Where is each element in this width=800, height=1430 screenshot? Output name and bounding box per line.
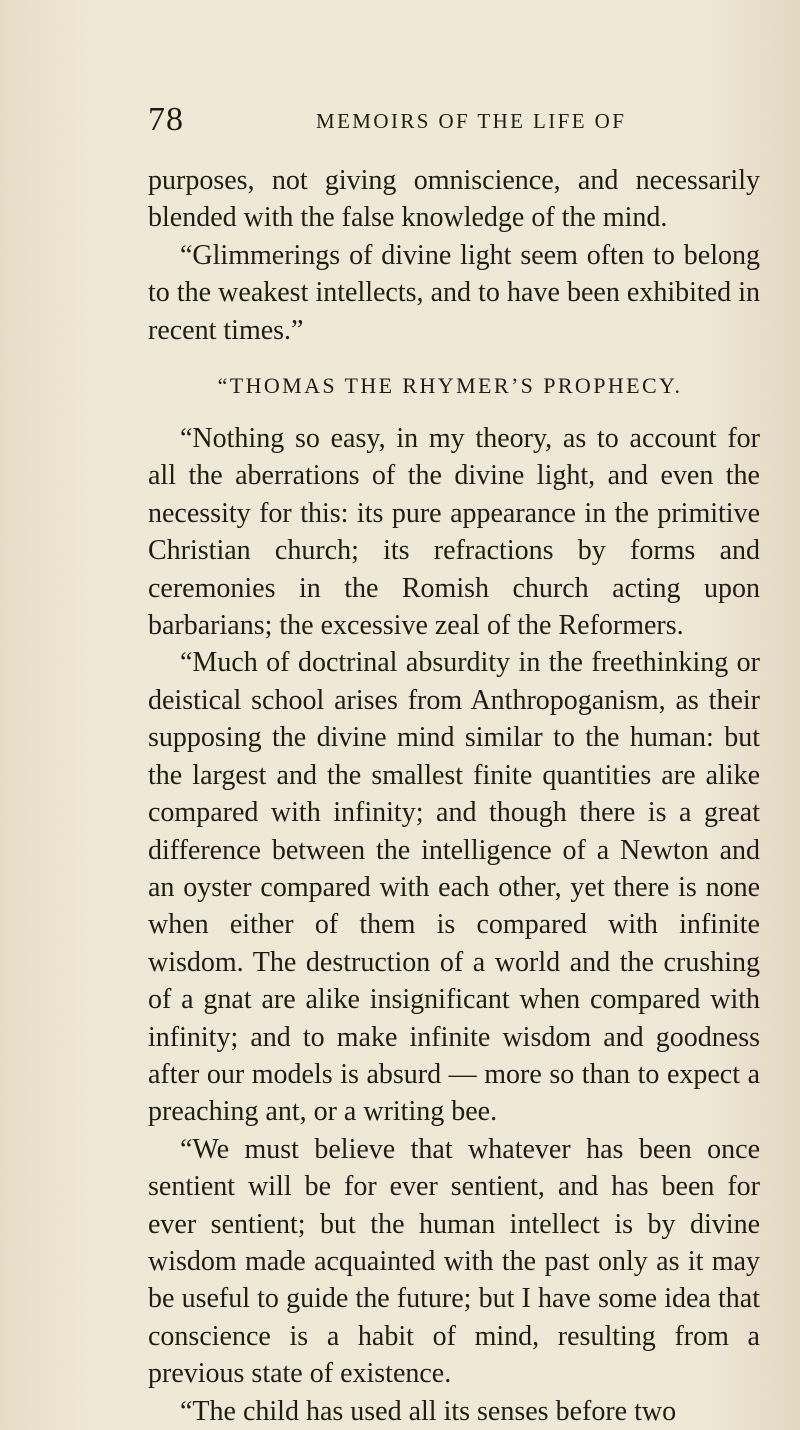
paragraph-nothing-so-easy: “Nothing so easy, in my theory, as to account for all the aberrations of the divine light, and even the necessity for this: its pure appearance in the primitive Christian church; its refractions by forms and ceremonies in the Romish church acting upon barbarians; the excessive zeal of the Reformers.	[148, 423, 760, 642]
paragraph-glimmerings: “Glimmerings of divine light seem often to belong to the weakest intellects, and to have been exhibited in recent times.”	[148, 239, 760, 346]
running-head-title: MEMOIRS OF THE LIFE OF	[316, 109, 627, 133]
paragraph-doctrinal-absurdity: “Much of doctrinal absurdity in the freethinking or deistical school arises from Anthropoganism, as their supposing the divine mind similar to the human: but the largest and the smallest finite quantities are alike compared with infinity; and though there is a great difference between the intelligence of a Newton and an oyster compared with each other, yet there is none when either of them is compared with infinite wisdom. The destruction of a world and the crushing of a gnat are alike insignificant when compared with infinity; and to make infinite wisdom and goodness after our models is absurd — more so than to expect a preaching ant, or a writing bee.	[148, 647, 760, 1128]
running-head	[148, 100, 758, 140]
paragraph-sentient: “We must believe that whatever has been once sentient will be for ever sentient, and has been for ever sentient; but the human intellect is by divine wisdom made acquainted with the past only as it may be useful to guide the future; but I have some idea that conscience is a habit of mind, resulting from a previous state of existence.	[148, 1133, 760, 1390]
paragraph-continued: purposes, not giving omniscience, and necessarily blended with the false knowledge of the mind.	[148, 165, 760, 234]
section-heading: “THOMAS THE RHYMER’S PROPHECY.	[217, 373, 683, 399]
paragraph-child-senses: “The child has used all its senses before two	[180, 1395, 677, 1427]
page-number: 78	[148, 101, 184, 138]
body-text	[148, 162, 760, 1430]
